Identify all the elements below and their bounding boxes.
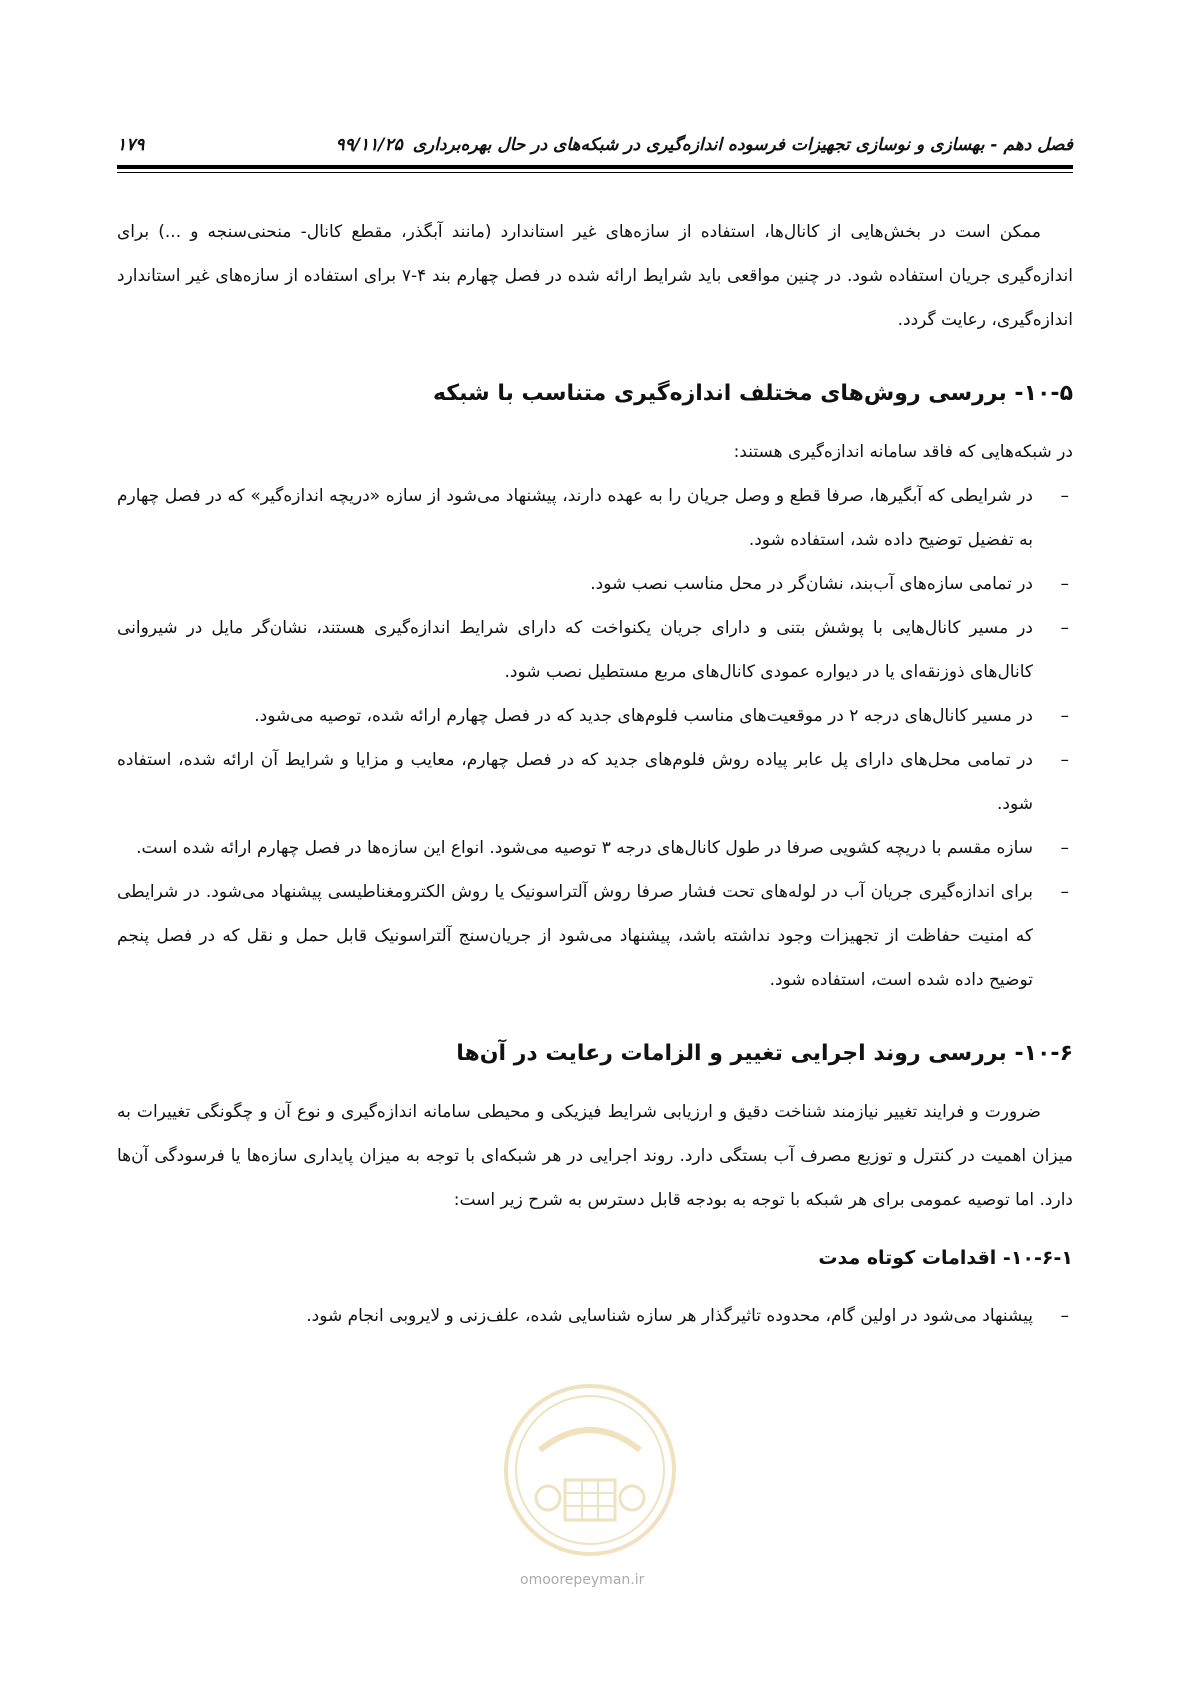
watermark-logo <box>500 1380 680 1560</box>
header-rule-thin <box>117 172 1073 173</box>
section-6-heading: ۱۰-۶- بررسی روند اجرایی تغییر و الزامات رعایت در آن‌ها <box>456 1041 1073 1066</box>
header-date: ۹۹/۱۱/۲۵ <box>335 135 403 155</box>
watermark-url: omoorepeyman.ir <box>520 1572 645 1588</box>
spacer <box>117 1002 1073 1032</box>
spacer <box>117 1222 1073 1236</box>
spacer <box>117 342 1073 372</box>
list-item: – برای اندازه‌گیری جریان آب در لوله‌های تحت فشار صرفا روش آلتراسونیک یا روش الکترومغناطیسی پیشنهاد می‌شود. در شرایطی که امنیت حفاظت از تجهیزات وجود نداشته باشد، پیشنهاد می‌شود از جریان‌سنج آلتراسونیک قابل حمل و نقل که در فصل پنجم توضیح داده شده است، استفاده شود. <box>117 870 1073 1002</box>
header-title-group <box>336 135 1074 155</box>
list-item: – در شرایطی که آبگیرها، صرفا قطع و وصل جریان را به عهده دارند، پیشنهاد می‌شود از سازه «دریچه اندازه‌گیر» که در فصل چهارم به تفضیل توضیح داده شد، استفاده شود. <box>117 474 1073 562</box>
intro-paragraph: ممکن است در بخش‌هایی از کانال‌ها، استفاده از سازه‌های غیر استاندارد (مانند آبگذر، مقطع کانال- منحنی‌سنجه و ...) برای اندازه‌گیری جریان استفاده شود. در چنین مواقعی باید شرایط ارائه شده در فصل چهارم بند ۴-۷ برای استفاده از سازه‌های غیر استاندارد اندازه‌گیری، رعایت گردد. <box>117 222 1073 330</box>
list-item: – در مسیر کانال‌هایی با پوشش بتنی و دارای جریان یکنواخت که دارای شرایط اندازه‌گیری هستند، نشان‌گر مایل در شیروانی کانال‌های ذوزنقه‌ای یا در دیواره عمودی کانال‌های مربع مستطیل نصب شود. <box>117 606 1073 694</box>
list-item: – پیشنهاد می‌شود در اولین گام، محدوده تاثیرگذار هر سازه شناسایی شده، علف‌زنی و لایروبی انجام شود. <box>117 1294 1073 1338</box>
spacer <box>117 1076 1073 1090</box>
section-5-list <box>117 474 1073 1002</box>
header-rule-thick <box>117 165 1073 169</box>
spacer <box>117 416 1073 430</box>
list-item: – در مسیر کانال‌های درجه ۲ در موقعیت‌های مناسب فلوم‌های جدید که در فصل چهارم ارائه شده، توصیه می‌شود. <box>117 694 1073 738</box>
list-item: – در تمامی سازه‌های آب‌بند، نشان‌گر در محل مناسب نصب شود. <box>117 562 1073 606</box>
subsection-heading: ۱۰-۶-۱- اقدامات کوتاه مدت <box>818 1247 1073 1269</box>
main-content <box>117 210 1073 1338</box>
page-number: ۱۷۹ <box>117 135 145 155</box>
list-item: – سازه مقسم با دریچه کشویی صرفا در طول کانال‌های درجه ۳ توصیه می‌شود. انواع این سازه‌ها در فصل چهارم ارائه شده است. <box>117 826 1073 870</box>
list-item: – در تمامی محل‌های دارای پل عابر پیاده روش فلوم‌های جدید که در فصل چهارم، معایب و مزایا و شرایط آن ارائه شده، استفاده شود. <box>117 738 1073 826</box>
subsection-list <box>117 1294 1073 1338</box>
section-5-heading: ۱۰-۵- بررسی روش‌های مختلف اندازه‌گیری متناسب با شبکه <box>432 381 1073 406</box>
running-header <box>117 131 1073 159</box>
chapter-title: فصل دهم - بهسازی و نوسازی تجهیزات فرسوده اندازه‌گیری در شبکه‌های در حال بهره‌برداری <box>412 135 1073 155</box>
section-6-paragraph: ضرورت و فرایند تغییر نیازمند شناخت دقیق و ارزیابی شرایط فیزیکی و محیطی سامانه اندازه‌گیری و نوع آن و چگونگی تغییرات به میزان اهمیت در کنترل و توزیع مصرف آب بستگی دارد. روند اجرایی در هر شبکه‌ای با توجه به میزان پایداری سازه‌ها یا فرسودگی آن‌ها دارد. اما توصیه عمومی برای هر شبکه با توجه به بودجه قابل دسترس به شرح زیر است: <box>117 1102 1073 1210</box>
spacer <box>117 1280 1073 1294</box>
section-5-lead: در شبکه‌هایی که فاقد سامانه اندازه‌گیری هستند: <box>733 442 1073 462</box>
